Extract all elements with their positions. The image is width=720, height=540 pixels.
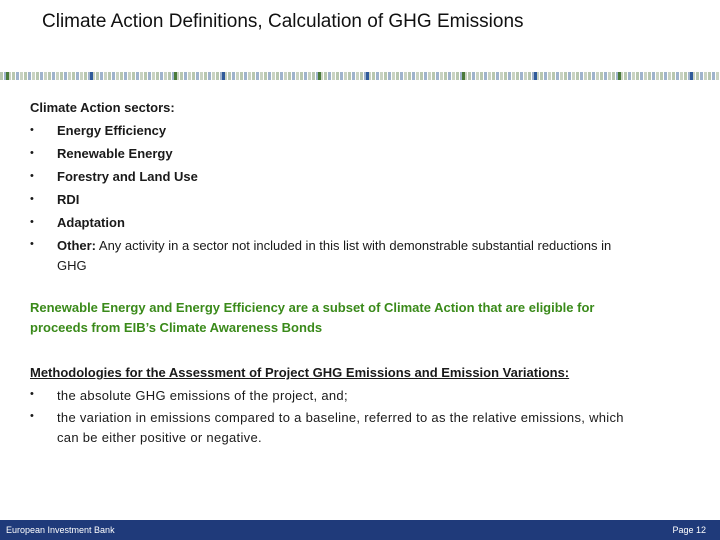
list-item: [30, 384, 630, 406]
methodologies-heading: Methodologies for the Assessment of Project GHG Emissions and Emission Variations:: [30, 365, 570, 380]
list-item: [30, 406, 630, 448]
methodology-text: the variation in emissions compared to a baseline, referred to as the relative emissions, which can be either positive or negative.: [57, 410, 624, 445]
bullet-icon: •: [30, 238, 34, 250]
sectors-list: [30, 119, 630, 276]
eligibility-note: Renewable Energy and Energy Efficiency are a subset of Climate Action that are eligible for proceeds from EIB’s Climate Awareness Bonds: [30, 300, 595, 335]
sectors-heading: Climate Action sectors:: [30, 100, 175, 115]
sector-label: Forestry and Land Use: [57, 169, 198, 184]
list-item: [30, 165, 630, 188]
footer-organization: European Investment Bank: [6, 525, 115, 535]
page-number: Page 12: [672, 525, 706, 535]
list-item: [30, 211, 630, 234]
bullet-icon: •: [30, 388, 35, 400]
list-item: [30, 119, 630, 142]
bullet-icon: •: [30, 147, 34, 159]
list-item: [30, 142, 630, 165]
slide-title: Climate Action Definitions, Calculation of GHG Emissions: [42, 11, 524, 32]
methodologies-list: [30, 384, 630, 448]
sector-label: RDI: [57, 192, 80, 207]
sector-label: Renewable Energy: [57, 146, 173, 161]
sector-label: Adaptation: [57, 215, 125, 230]
methodology-text: the absolute GHG emissions of the project, and;: [57, 388, 348, 403]
other-text: Any activity in a sector not included in this list with demonstrable substantial reductions in GHG: [57, 238, 612, 273]
bullet-icon: •: [30, 410, 35, 422]
list-item: [30, 234, 630, 276]
bullet-icon: •: [30, 124, 34, 136]
slide-body: [30, 96, 630, 448]
list-item: [30, 188, 630, 211]
sector-label: Energy Efficiency: [57, 123, 167, 138]
bullet-icon: •: [30, 216, 34, 228]
bullet-icon: •: [30, 170, 34, 182]
decorative-divider: [0, 72, 720, 80]
other-label: Other:: [57, 238, 96, 253]
bullet-icon: •: [30, 193, 34, 205]
footer-bar: [0, 520, 720, 540]
